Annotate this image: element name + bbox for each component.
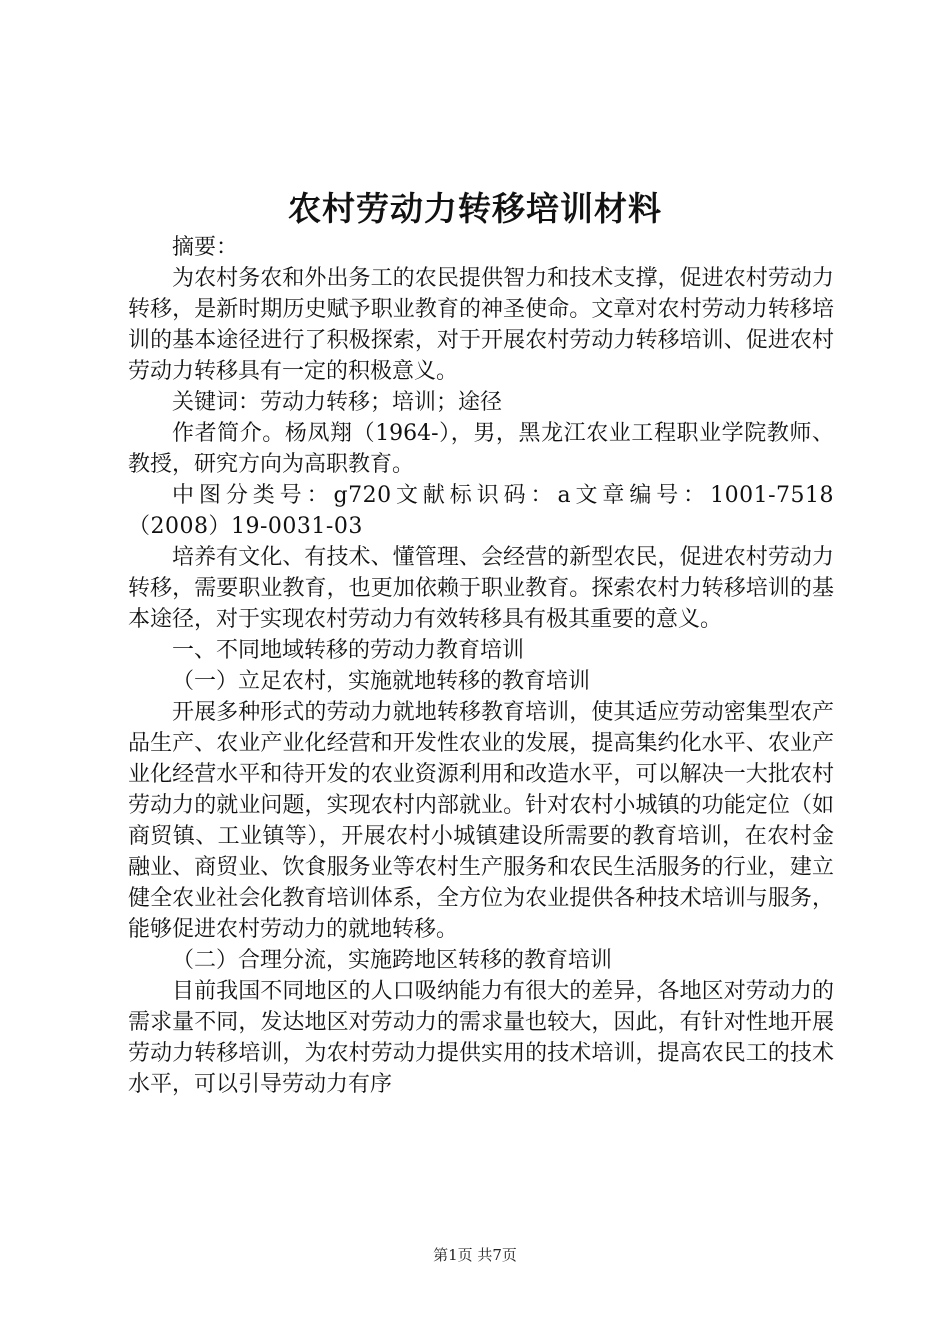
intro-paragraph: 培养有文化、有技术、懂管理、会经营的新型农民，促进农村劳动力转移，需要职业教育，也更加依赖于职业教育。探索农村力转移培训的基本途径，对于实现农村劳动力有效转移具有极其重要的意义。 [128,545,834,632]
author-intro: 作者简介。杨凤翔（1964-），男，黑龙江农业工程职业学院教师、教授，研究方向为高职教育。 [128,421,834,477]
document-title: 农村劳动力转移培训材料 [288,189,662,228]
classification-line: 中图分类号：g720文献标识码：a文章编号：1001-7518（2008）19-0031-03 [128,483,834,539]
abstract-heading: 摘要： [172,235,239,260]
section-heading-1: 一、不同地域转移的劳动力教育培训 [172,638,525,663]
page-footer: 第1页 共7页 [433,1246,517,1264]
document-body [128,232,834,1100]
subsection-heading-1: （一）立足农村，实施就地转移的教育培训 [172,669,591,694]
subsection-heading-2: （二）合理分流，实施跨地区转移的教育培训 [172,948,613,973]
body-paragraph: 开展多种形式的劳动力就地转移教育培训，使其适应劳动密集型农产品生产、农业产业化经营和开发性农业的发展，提高集约化水平、农业产业化经营水平和待开发的农业资源利用和改造水平，可以解决一大批农村劳动力的就业问题，实现农村内部就业。针对农村小城镇的功能定位（如商贸镇、工业镇等），开展农村小城镇建设所需要的教育培训，在农村金融业、商贸业、饮食服务业等农村生产服务和农民生活服务的行业，建立健全农业社会化教育培训体系，全方位为农业提供各种技术培训与服务，能够促进农村劳动力的就地转移。 [128,700,834,942]
body-paragraph: 目前我国不同地区的人口吸纳能力有很大的差异，各地区对劳动力的需求量不同，发达地区对劳动力的需求量也较大，因此，有针对性地开展劳动力转移培训，为农村劳动力提供实用的技术培训，提高农民工的技术水平，可以引导劳动力有序 [128,979,834,1097]
abstract-paragraph: 为农村务农和外出务工的农民提供智力和技术支撑，促进农村劳动力转移，是新时期历史赋予职业教育的神圣使命。文章对农村劳动力转移培训的基本途径进行了积极探索，对于开展农村劳动力转移培训、促进农村劳动力转移具有一定的积极意义。 [128,266,834,384]
keywords-line: 关键词：劳动力转移；培训；途径 [172,390,503,415]
